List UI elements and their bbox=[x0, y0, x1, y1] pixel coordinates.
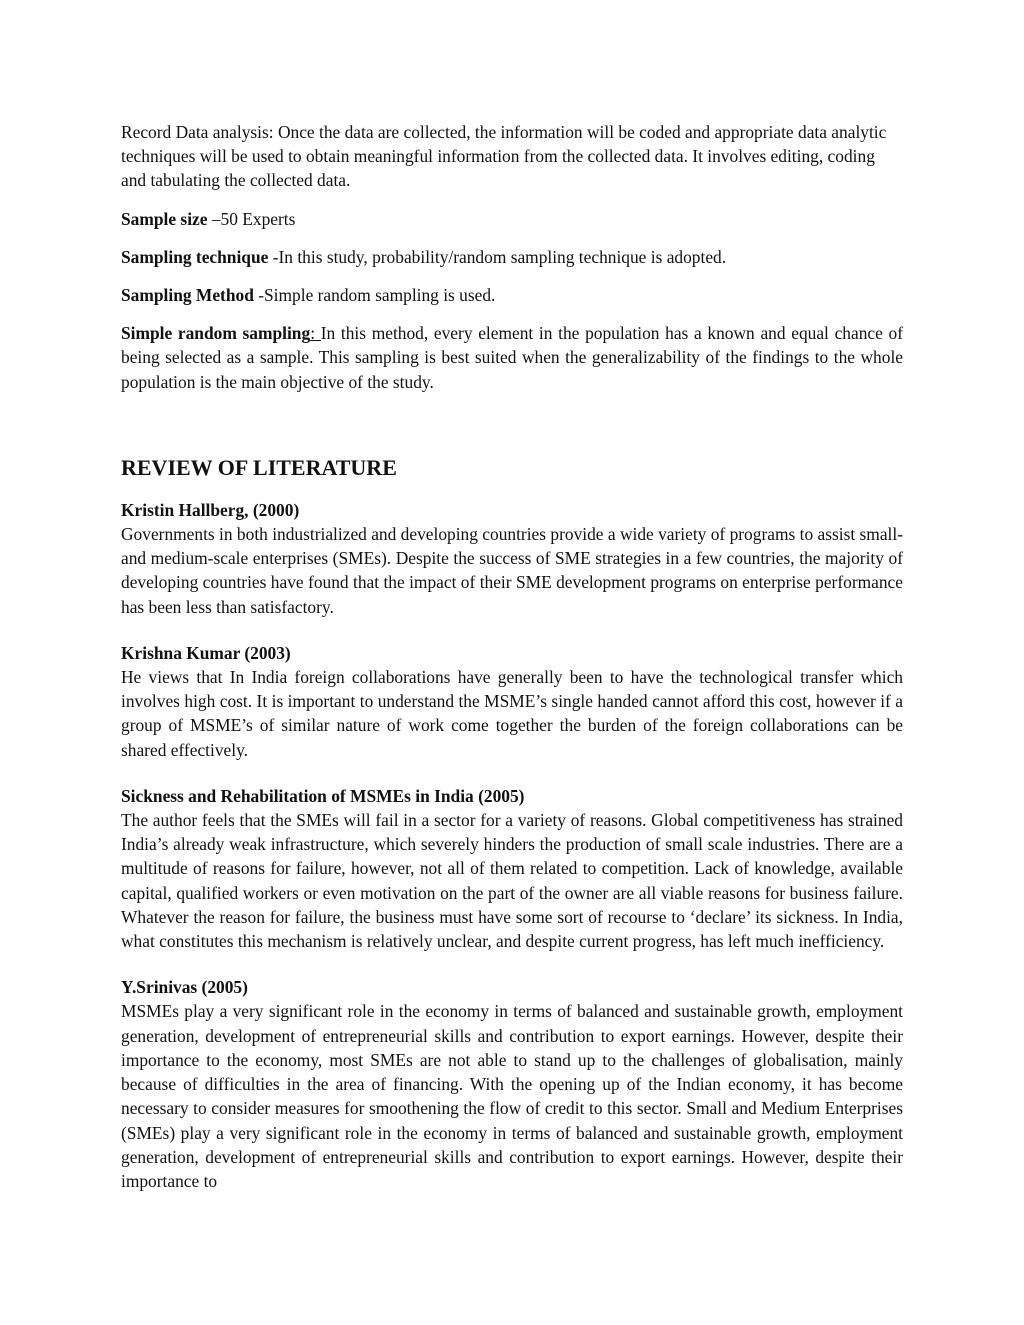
literature-entry-body: Governments in both industrialized and developing countries provide a wide variety of programs to assist small- and medium-scale enterprises (SMEs). Despite the success of SME strategies in a few countries, the majority of developing countries have found that the impact of their SME development programs on enterprise performance has been less than satisfactory. bbox=[121, 524, 903, 617]
simple-random-sampling-colon: : bbox=[310, 323, 321, 344]
literature-entry-title: Kristin Hallberg, (2000) bbox=[121, 499, 300, 520]
simple-random-sampling-text: In this method, every element in the population has a known and equal chance of being selected as a sample. This sampling is best suited when the generalizability of the findings to the whole population is the main objective of the study. bbox=[121, 323, 904, 392]
literature-entry bbox=[121, 975, 903, 1193]
literature-entry bbox=[121, 498, 903, 619]
literature-entry-body: MSMEs play a very significant role in the economy in terms of balanced and sustainable growth, employment generation, development of entrepreneurial skills and contribution to export earnings. However, despite their importance to the economy, most SMEs are not able to stand up to the challenges of globalisation, mainly because of difficulties in the area of financing. With the opening up of the Indian economy, it has become necessary to consider measures for smoothening the flow of credit to this sector. Small and Medium Enterprises (SMEs) play a very significant role in the economy in terms of balanced and sustainable growth, employment generation, development of entrepreneurial skills and contribution to export earnings. However, despite their importance to bbox=[121, 1001, 903, 1191]
sample-size-line bbox=[121, 207, 903, 231]
literature-entry-body: The author feels that the SMEs will fail in a sector for a variety of reasons. Global competitiveness has strained India’s already weak infrastructure, which severely hinders the production of small scale industries. There are a multitude of reasons for failure, however, not all of them related to competition. Lack of knowledge, available capital, qualified workers or even motivation on the part of the owner are all viable reasons for business failure. Whatever the reason for failure, the business must have some sort of recourse to ‘declare’ its sickness. In India, what constitutes this mechanism is relatively unclear, and despite current progress, has left much inefficiency. bbox=[121, 810, 903, 952]
document-page bbox=[121, 120, 903, 1193]
sampling-method-label: Sampling Method bbox=[121, 285, 254, 306]
simple-random-sampling-label: Simple random sampling bbox=[121, 323, 311, 344]
sampling-technique-text: -In this study, probability/random sampling technique is adopted. bbox=[268, 246, 727, 267]
literature-entry-body: He views that In India foreign collaborations have generally been to have the technological transfer which involves high cost. It is important to understand the MSME’s single handed cannot afford this cost, however if a group of MSME’s of similar nature of work come together the burden of the foreign collaborations can be shared effectively. bbox=[121, 667, 903, 760]
sample-size-label: Sample size bbox=[121, 208, 208, 229]
sampling-method-line bbox=[121, 283, 903, 307]
sampling-technique-line bbox=[121, 245, 903, 269]
literature-entry bbox=[121, 784, 903, 953]
sampling-method-text: -Simple random sampling is used. bbox=[253, 285, 496, 306]
simple-random-sampling-paragraph bbox=[121, 321, 903, 394]
literature-entry bbox=[121, 641, 903, 762]
review-of-literature-heading: REVIEW OF LITERATURE bbox=[121, 454, 397, 480]
sample-size-value: –50 Experts bbox=[207, 208, 296, 229]
record-data-analysis-paragraph: Record Data analysis: Once the data are collected, the information will be coded and appropriate data analytic techniques will be used to obtain meaningful information from the collected data. It involves editing, coding and tabulating the collected data. bbox=[121, 122, 887, 191]
literature-entry-title: Krishna Kumar (2003) bbox=[121, 642, 291, 663]
literature-entry-title: Y.Srinivas (2005) bbox=[121, 977, 248, 998]
literature-entry-title: Sickness and Rehabilitation of MSMEs in India (2005) bbox=[121, 785, 525, 806]
sampling-technique-label: Sampling technique bbox=[121, 246, 269, 267]
